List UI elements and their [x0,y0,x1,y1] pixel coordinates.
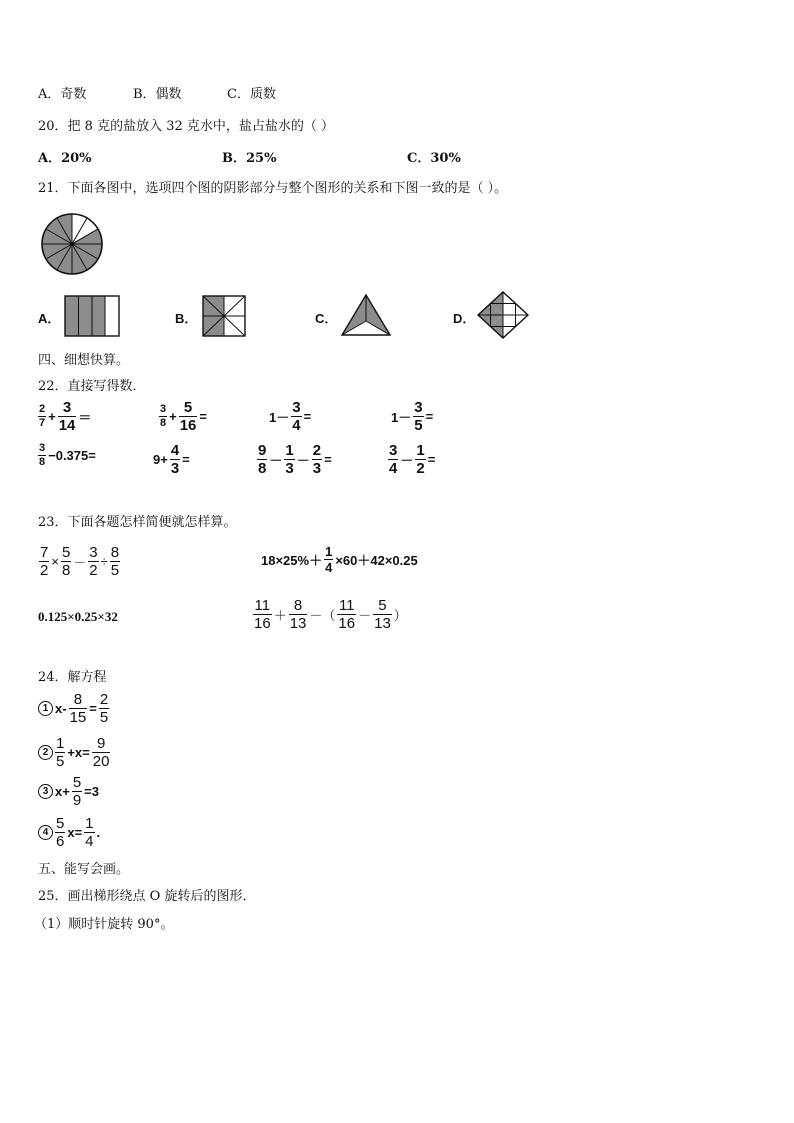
circled-number-4: 4 [38,825,53,840]
q25-stem: 25．画出梯形绕点 O 旋转后的图形． [38,889,256,904]
circled-number-1: 1 [38,701,53,716]
q21-option-b-label: B． [175,311,198,326]
q22-expr-2: $\frac{3}{8}$ + $\frac{5}{16}$ = [160,399,207,434]
q20-stem: 20．把 8 克的盐放入 32 克水中，盐占盐水的（ ） [38,119,335,134]
circled-number-2: 2 [38,745,53,760]
q22-expr-5: $\frac{3}{8}$ −0.375= [39,442,96,468]
q23-expr-2: 18×25%＋ $\frac{1}{4}$ ×60＋42×0.25 [261,544,418,575]
q20-option-b: B．25% [222,151,277,166]
q24-equation-4: 4 $\frac{5}{6}$ x= $\frac{1}{4}$ . [38,816,101,849]
q22-expr-6: 9+ $\frac{4}{3}$ = [153,442,190,477]
q24-equation-1: 1 x- $\frac{8}{15}$ = $\frac{2}{5}$ [38,692,110,725]
q22-stem: 22．直接写得数． [38,379,146,394]
q21-option-d-label: D． [453,311,476,326]
q19-option-a: A．奇数 [38,87,87,102]
q20-option-a: A．20% [38,151,92,166]
section-4-heading: 四、细想快算。 [38,353,130,368]
q24-equation-2: 2 $\frac{1}{5}$ +x= $\frac{9}{20}$ [38,736,111,769]
q24-stem: 24．解方程 [38,670,107,685]
q21-option-c-figure [340,293,392,337]
q23-expr-4: $\frac{11}{16}$ ＋ $\frac{8}{13}$ －（ $\frac{11}{16}$ － $\frac{5}{13}$ ） [254,597,407,632]
q24-equation-3: 3 x+ $\frac{5}{9}$ =3 [38,775,100,808]
q21-option-d-figure [476,290,530,340]
circled-number-3: 3 [38,784,53,799]
q21-option-a-label: A． [38,311,61,326]
q22-expr-3: 1－ $\frac{3}{4}$ = [269,399,312,434]
q21-option-c-label: C． [315,311,338,326]
q21-stem: 21．下面各图中，选项四个图的阴影部分与整个图形的关系和下图一致的是（ ）。 [38,181,508,196]
q21-option-b-figure [202,295,246,337]
q19-option-c: C．质数 [227,87,276,102]
q21-option-a-figure [64,295,120,337]
q22-expr-1: $\frac{2}{7}$ + $\frac{3}{14}$ ＝ [39,399,92,434]
q23-expr-3: 0.125×0.25×32 [38,609,118,624]
q22-expr-4: 1－ $\frac{3}{5}$ = [391,399,434,434]
q25-sub-1: （1）顺时针旋转 90°。 [34,917,174,932]
q20-option-c: C．30% [407,151,461,166]
section-5-heading: 五、能写会画。 [38,862,130,877]
q22-expr-8: $\frac{3}{4}$ － $\frac{1}{2}$ = [389,442,436,477]
q19-option-b: B．偶数 [133,87,182,102]
q23-stem: 23．下面各题怎样简便就怎样算。 [38,515,237,530]
q22-expr-7: $\frac{9}{8}$ － $\frac{1}{3}$ － $\frac{2}{3}$ = [258,442,332,477]
q23-expr-1: $\frac{7}{2}$ × $\frac{5}{8}$ － $\frac{3}{2}$ ÷ $\frac{8}{5}$ [40,544,120,579]
q21-reference-circle [40,212,104,276]
